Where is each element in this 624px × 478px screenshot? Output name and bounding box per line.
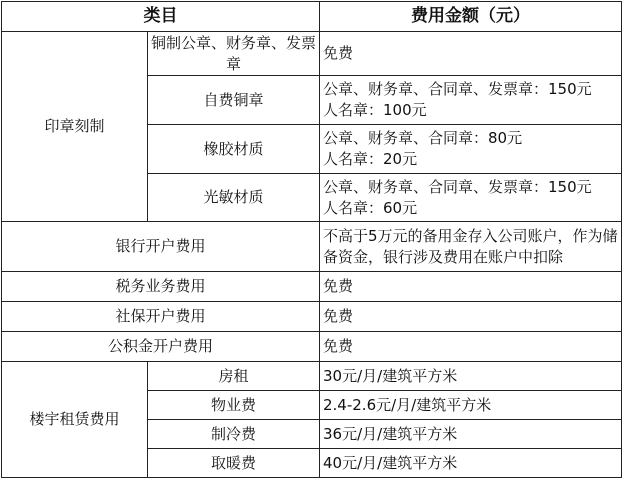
group-label-bank: 银行开户费用 bbox=[2, 222, 320, 272]
group-label-tax: 税务业务费用 bbox=[2, 272, 320, 302]
item-name: 光敏材质 bbox=[148, 174, 320, 222]
table-row bbox=[2, 362, 622, 391]
item-fee bbox=[320, 76, 622, 125]
fee-line: 公章、财务章、合同章、发票章：150元 bbox=[323, 80, 592, 98]
fee-line: 免费 bbox=[323, 44, 354, 62]
item-name: 取暖费 bbox=[148, 449, 320, 478]
item-fee: 30元/月/建筑平方米 bbox=[320, 362, 622, 391]
fee-line: 人名章：20元 bbox=[323, 150, 418, 168]
group-label-lease: 楼宇租赁费用 bbox=[2, 362, 148, 478]
item-fee: 免费 bbox=[320, 332, 622, 362]
item-name: 制冷费 bbox=[148, 420, 320, 449]
group-label-fund: 公积金开户费用 bbox=[2, 332, 320, 362]
item-name: 物业费 bbox=[148, 391, 320, 420]
item-fee: 40元/月/建筑平方米 bbox=[320, 449, 622, 478]
item-name: 房租 bbox=[148, 362, 320, 391]
item-name: 橡胶材质 bbox=[148, 125, 320, 174]
item-fee bbox=[320, 32, 622, 76]
item-name: 自费铜章 bbox=[148, 76, 320, 125]
fee-line: 公章、财务章、合同章、发票章：150元 bbox=[323, 177, 592, 196]
table-row bbox=[2, 32, 622, 76]
item-fee: 2.4-2.6元/月/建筑平方米 bbox=[320, 391, 622, 420]
group-label-seal: 印章刻制 bbox=[2, 32, 148, 222]
item-fee: 不高于5万元的备用金存入公司账户，作为储备资金，银行涉及费用在账户中扣除 bbox=[320, 222, 622, 272]
table-row bbox=[2, 272, 622, 302]
item-fee bbox=[320, 174, 622, 222]
item-fee: 36元/月/建筑平方米 bbox=[320, 420, 622, 449]
fee-table bbox=[1, 1, 622, 478]
table-row bbox=[2, 222, 622, 272]
item-fee: 免费 bbox=[320, 272, 622, 302]
item-fee bbox=[320, 125, 622, 174]
header-category: 类目 bbox=[2, 2, 320, 32]
group-label-social: 社保开户费用 bbox=[2, 302, 320, 332]
item-fee: 免费 bbox=[320, 302, 622, 332]
fee-line: 公章、财务章、合同章：80元 bbox=[323, 129, 523, 147]
fee-line: 人名章：60元 bbox=[323, 198, 418, 217]
header-fee: 费用金额（元） bbox=[320, 2, 622, 32]
item-name: 铜制公章、财务章、发票章 bbox=[148, 32, 320, 76]
fee-line: 人名章：100元 bbox=[323, 101, 427, 119]
table-row bbox=[2, 332, 622, 362]
table-row bbox=[2, 302, 622, 332]
header-row bbox=[2, 2, 622, 32]
